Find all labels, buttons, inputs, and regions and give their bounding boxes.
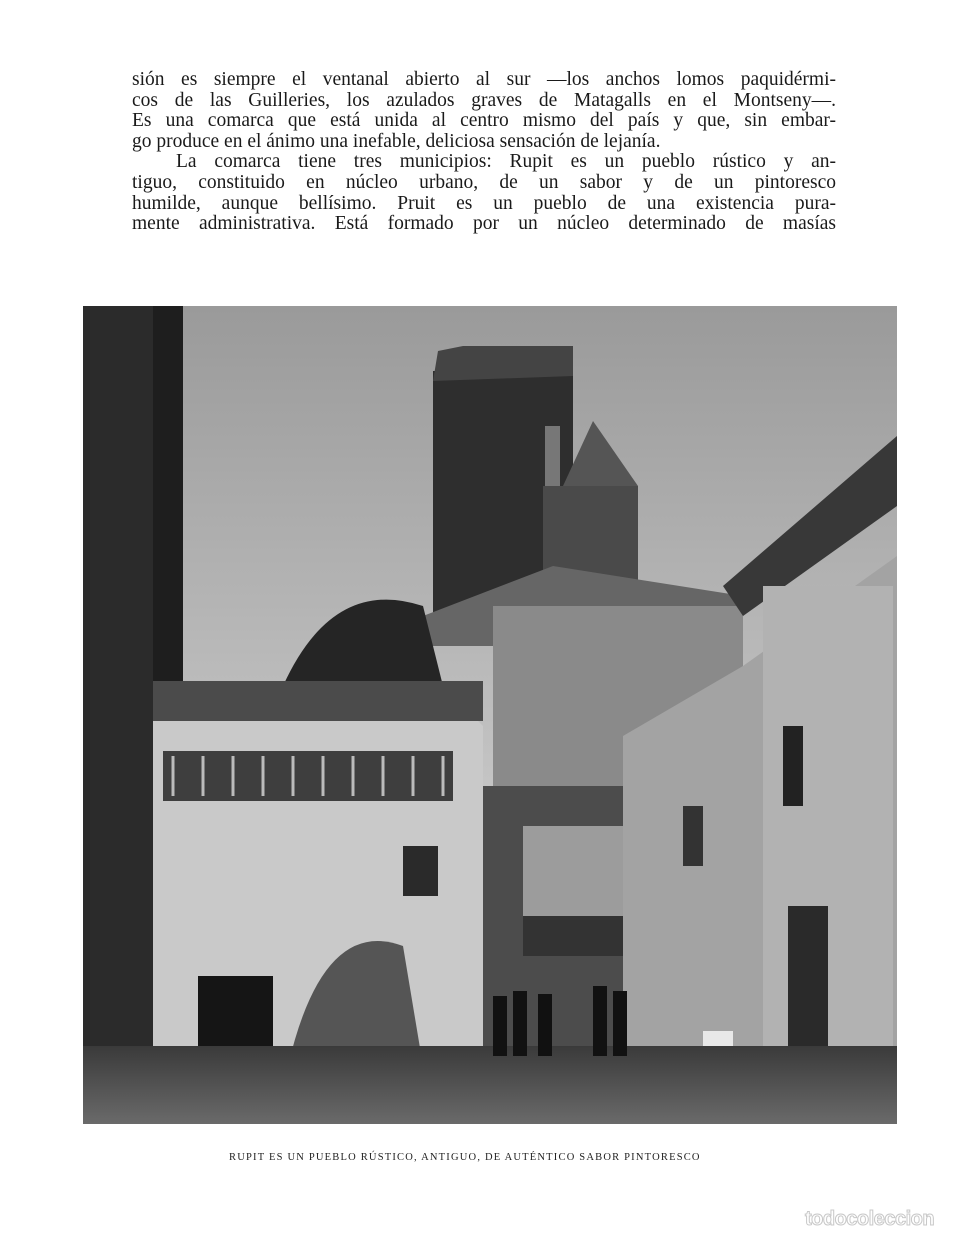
text-line: tiguo, constituido en núcleo urbano, de un sabor y de un pintoresco — [132, 171, 836, 193]
text-line: sión es siempre el ventanal abierto al sur —los anchos lomos paquidérmi- — [132, 69, 836, 90]
text-line: go produce en el ánimo una inefable, deliciosa sensación de lejanía. — [132, 130, 661, 152]
text-line: cos de las Guilleries, los azulados graves de Matagalls en el Montseny—. — [132, 89, 836, 111]
text-line: La comarca tiene tres municipios: Rupit es un pueblo rústico y an- — [176, 151, 836, 173]
text-line: Es una comarca que está unida al centro mismo del país y que, sin embar- — [132, 110, 836, 132]
text-line: humilde, aunque bellísimo. Pruit es un pueblo de una existencia pura- — [132, 192, 836, 214]
photo-caption: RUPIT ES UN PUEBLO RÚSTICO, ANTIGUO, DE AUTÉNTICO SABOR PINTORESCO — [229, 1152, 701, 1163]
watermark-logo: todocoleccion — [805, 1208, 935, 1230]
body-text — [132, 70, 836, 235]
text-line: mente administrativa. Está formado por un núcleo determinado de masías — [132, 213, 836, 235]
village-street-photo — [83, 306, 897, 1124]
